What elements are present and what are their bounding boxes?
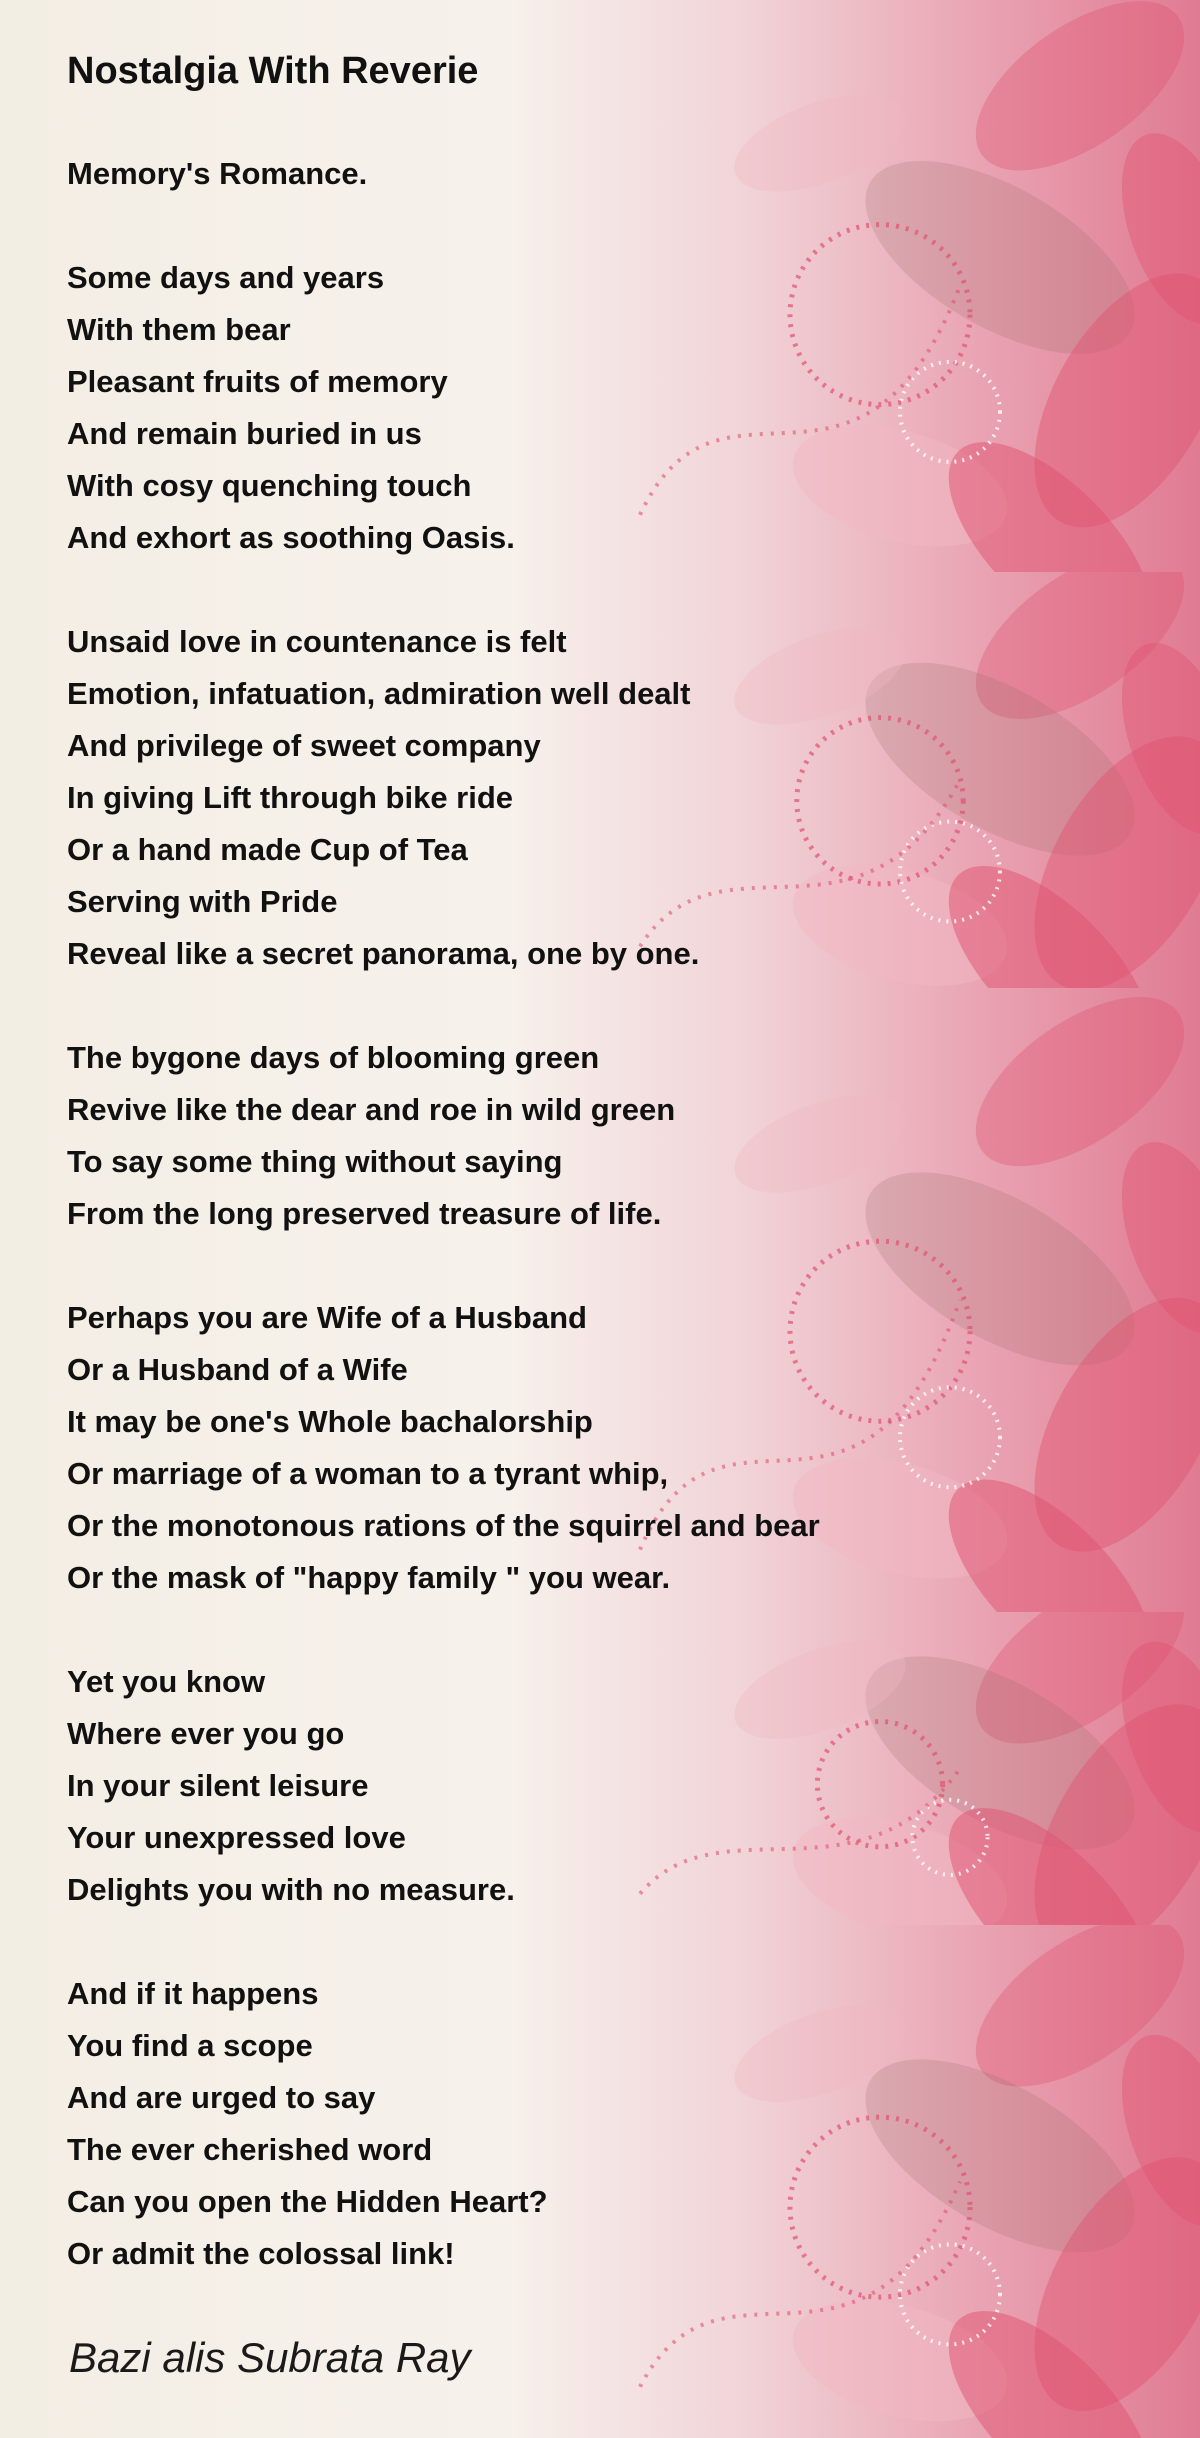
- poem-line: Reveal like a secret panorama, one by one.: [67, 936, 700, 971]
- poem-line: The ever cherished word: [67, 2132, 433, 2167]
- poem-line: Delights you with no measure.: [67, 1872, 515, 1907]
- poem-line: Your unexpressed love: [67, 1820, 406, 1855]
- poem-line: In your silent leisure: [67, 1768, 369, 1803]
- poem-line: The bygone days of blooming green: [67, 1040, 600, 1075]
- stanza-break: [67, 1240, 820, 1292]
- poem-line: Perhaps you are Wife of a Husband: [67, 1300, 587, 1335]
- poem-line: Memory's Romance.: [67, 156, 368, 191]
- poem-line: Yet you know: [67, 1664, 266, 1699]
- poem-line: You find a scope: [67, 2028, 313, 2063]
- stanza-break: [67, 564, 820, 616]
- poem-line: Can you open the Hidden Heart?: [67, 2184, 548, 2219]
- poem-line: To say some thing without saying: [67, 1144, 563, 1179]
- stanza-break: [67, 200, 820, 252]
- poem-line: Or the mask of "happy family " you wear.: [67, 1560, 671, 1595]
- poem-line: And are urged to say: [67, 2080, 376, 2115]
- poem-title: Nostalgia With Reverie: [67, 50, 479, 92]
- stanza-break: [67, 1916, 820, 1968]
- poem-line: And exhort as soothing Oasis.: [67, 520, 515, 555]
- poem-line: Or marriage of a woman to a tyrant whip,: [67, 1456, 669, 1491]
- poem-line: Unsaid love in countenance is felt: [67, 624, 567, 659]
- poem-line: Some days and years: [67, 260, 385, 295]
- poem-line: Or a Husband of a Wife: [67, 1352, 408, 1387]
- poem-line: Revive like the dear and roe in wild green: [67, 1092, 676, 1127]
- poem-line: Where ever you go: [67, 1716, 345, 1751]
- poem-line: Or the monotonous rations of the squirrel and bear: [67, 1508, 820, 1543]
- stanza-break: [67, 1604, 820, 1656]
- poem-line: With cosy quenching touch: [67, 468, 472, 503]
- poem-line: Or a hand made Cup of Tea: [67, 832, 468, 867]
- poem-line: From the long preserved treasure of life.: [67, 1196, 662, 1231]
- poem-line: Serving with Pride: [67, 884, 338, 919]
- poem-line: Or admit the colossal link!: [67, 2236, 455, 2271]
- poem-line: And if it happens: [67, 1976, 319, 2011]
- poem-line: And privilege of sweet company: [67, 728, 541, 763]
- poem-lines: [67, 148, 820, 2280]
- poem-line: Pleasant fruits of memory: [67, 364, 448, 399]
- poem-author: Bazi alis Subrata Ray: [69, 2334, 471, 2381]
- poem-line: It may be one's Whole bachalorship: [67, 1404, 593, 1439]
- stanza-break: [67, 980, 820, 1032]
- poem-line: And remain buried in us: [67, 416, 422, 451]
- poem-line: Emotion, infatuation, admiration well dealt: [67, 676, 691, 711]
- poem-line: In giving Lift through bike ride: [67, 780, 514, 815]
- poem-line: With them bear: [67, 312, 291, 347]
